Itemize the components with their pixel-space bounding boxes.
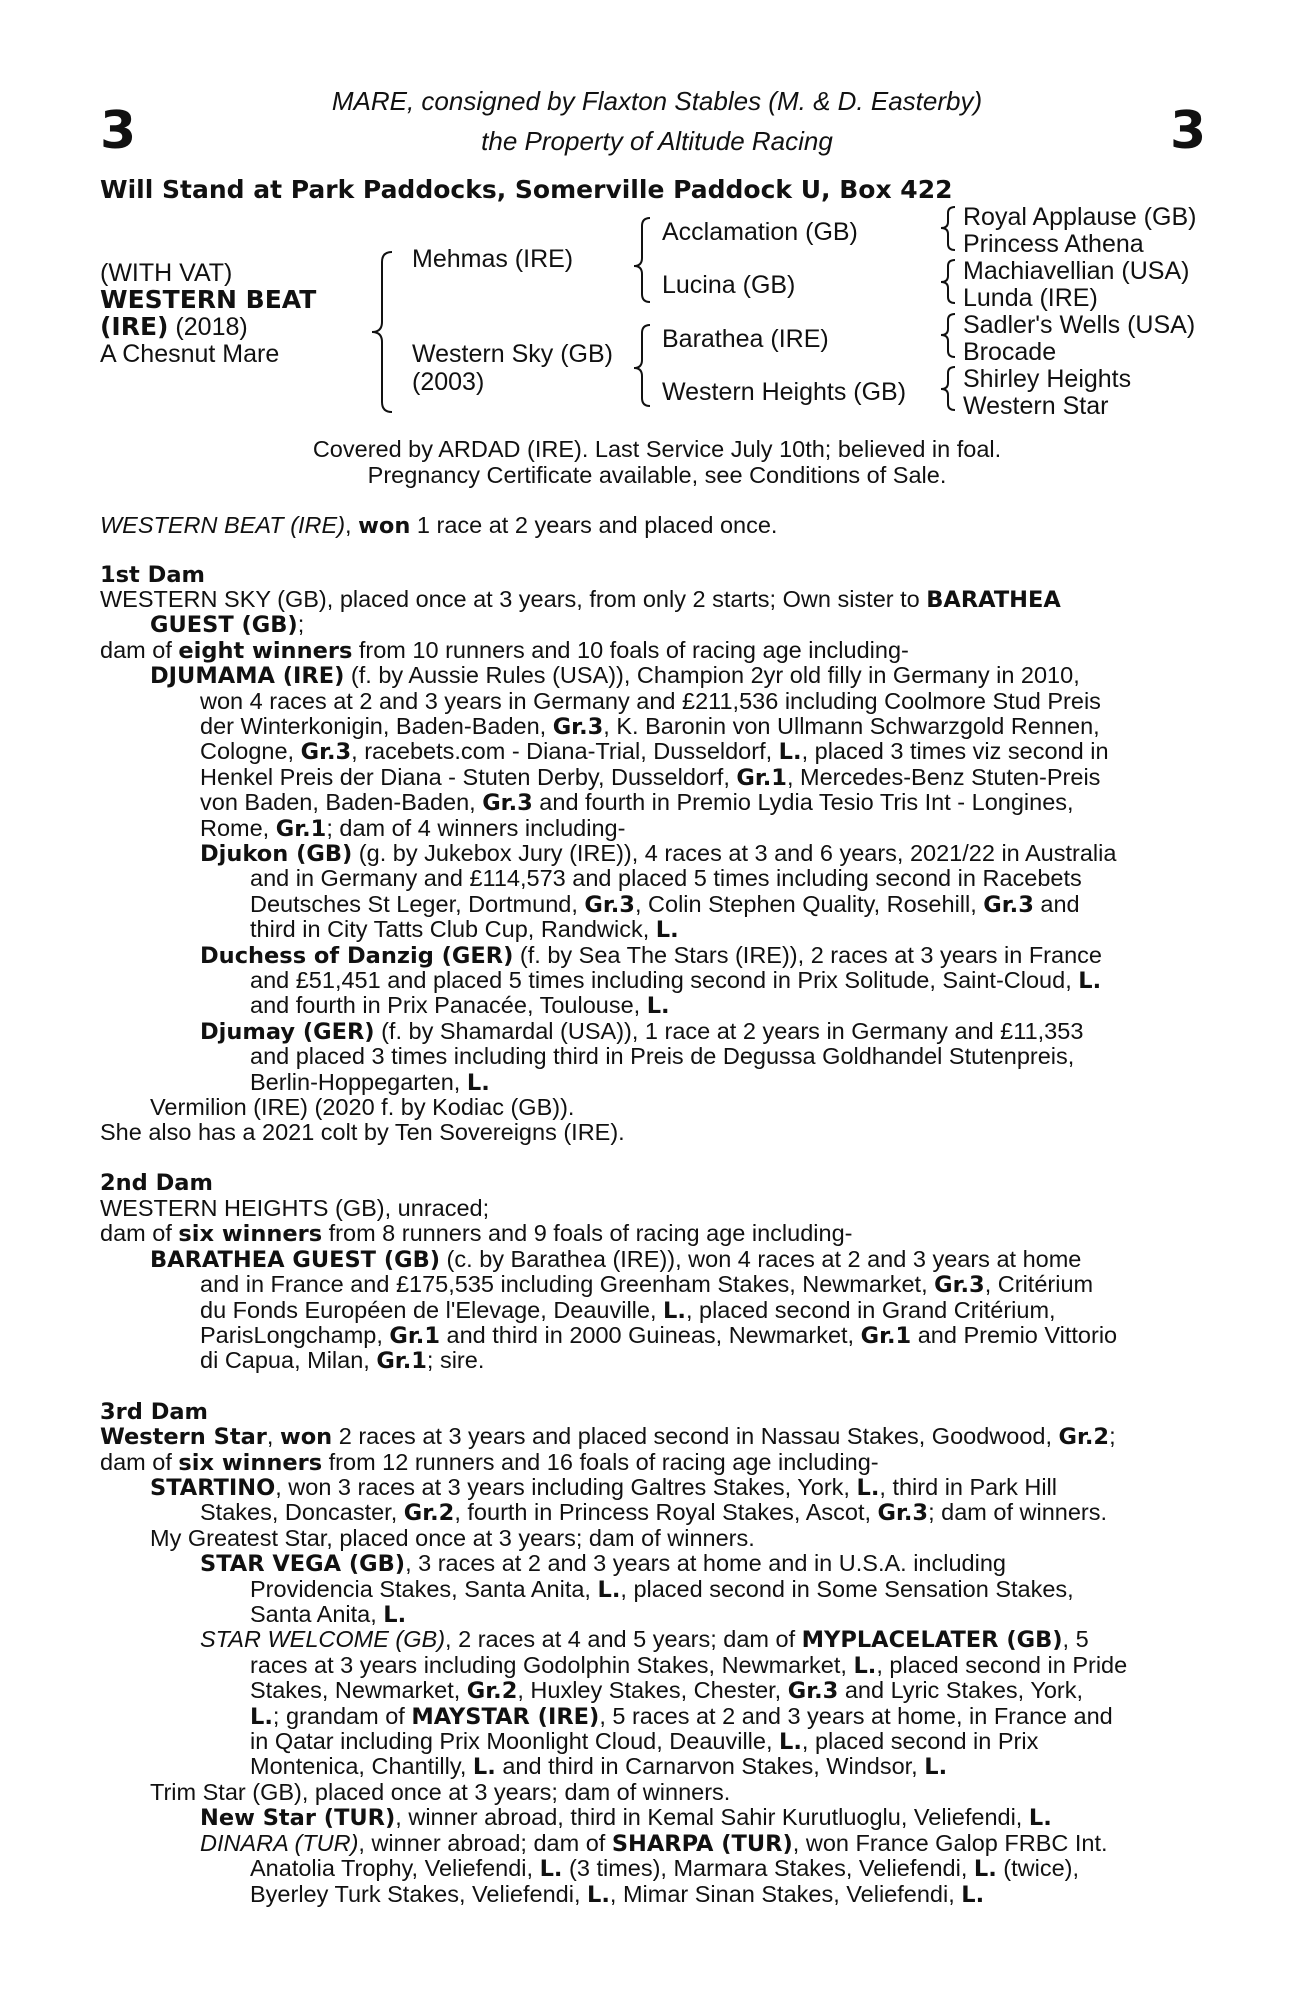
text-run: L. xyxy=(383,1602,407,1628)
text-run: Western Star xyxy=(100,1424,267,1450)
text-run: der Winterkonigin, Baden-Baden, xyxy=(200,713,553,739)
text-run: 1 race at 2 years and placed once. xyxy=(410,512,778,538)
sire: Mehmas (IRE) xyxy=(412,245,574,273)
progeny-entry xyxy=(200,841,1116,867)
text-run: and placed 3 times including third in Preis de Degussa Goldhandel Stutenpreis, xyxy=(250,1043,1075,1069)
text-run: , placed 3 times viz second in xyxy=(801,738,1109,764)
progeny-line xyxy=(200,689,1101,714)
pregnancy-notice: Pregnancy Certificate available, see Conditions of Sale. xyxy=(367,462,947,488)
text-run: won xyxy=(279,1424,333,1450)
text-run: and Lyric Stakes, York, xyxy=(838,1677,1084,1703)
text-run: MYPLACELATER (GB) xyxy=(801,1627,1063,1653)
text-run: third in City Tatts Club Cup, Randwick, xyxy=(250,916,656,942)
text-run: , fourth in Princess Royal Stakes, Ascot, xyxy=(454,1499,878,1525)
progeny-line xyxy=(200,714,1100,740)
text-run: and third in 2000 Guineas, Newmarket, xyxy=(439,1322,861,1348)
text-run: Gr.1 xyxy=(860,1323,912,1349)
text-run: Djumay (GER) xyxy=(200,1019,375,1045)
text-run: from 10 runners and 10 foals of racing age including- xyxy=(352,637,909,663)
text-run: , 5 xyxy=(1062,1626,1089,1652)
progeny-entry: Vermilion (IRE) (2020 f. by Kodiac (GB)). xyxy=(150,1094,575,1120)
text-run: STAR WELCOME (GB) xyxy=(200,1626,446,1652)
text-run: (f. by Shamardal (USA)), 1 race at 2 years in Germany and £11,353 xyxy=(374,1018,1084,1044)
text-run: L. xyxy=(1078,968,1102,994)
text-run: Gr.2 xyxy=(1058,1424,1110,1450)
text-run: L. xyxy=(587,1882,610,1908)
text-run: Stakes, Doncaster, xyxy=(200,1499,404,1525)
progeny-line xyxy=(250,1882,984,1908)
text-run: L. xyxy=(778,739,802,765)
progeny-line xyxy=(250,1856,1079,1882)
text-run: , placed second in Some Sensation Stakes, xyxy=(620,1576,1074,1602)
progeny-entry xyxy=(200,1805,1052,1831)
progeny-line xyxy=(200,1272,1093,1298)
progeny-entry xyxy=(200,1019,1083,1045)
text-run: Duchess of Danzig (GER) xyxy=(200,943,514,969)
progeny-line xyxy=(250,1729,1038,1755)
progeny-entry xyxy=(200,1831,1108,1857)
text-run: ParisLongchamp, xyxy=(200,1322,390,1348)
text-run: in Qatar including Prix Moonlight Cloud, Deauville, xyxy=(250,1728,780,1754)
text-run: from 8 runners and 9 foals of racing age including- xyxy=(322,1220,853,1246)
text-run: Gr.3 xyxy=(934,1272,985,1298)
text-run: STAR VEGA (GB) xyxy=(200,1551,406,1577)
progeny-entry: She also has a 2021 colt by Ten Sovereigns (IRE). xyxy=(100,1119,625,1145)
ancestor: Sadler's Wells (USA) xyxy=(963,311,1196,339)
text-run: Santa Anita, xyxy=(250,1601,384,1627)
progeny-line xyxy=(250,1044,1074,1069)
text-run: WESTERN BEAT (IRE) xyxy=(100,512,346,538)
text-run: Gr.2 xyxy=(403,1500,455,1526)
progeny-entry xyxy=(150,1247,1081,1273)
text-run: and fourth in Prix Panacée, Toulouse, xyxy=(250,992,647,1018)
text-run: L. xyxy=(539,1856,563,1882)
text-run: and in France and £175,535 including Greenham Stakes, Newmarket, xyxy=(200,1271,935,1297)
text-run: , Huxley Stakes, Chester, xyxy=(517,1677,788,1703)
text-run: (f. by Aussie Rules (USA)), Champion 2yr old filly in Germany in 2010, xyxy=(344,662,1080,688)
text-run: won 4 races at 2 and 3 years in Germany and £211,536 including Coolmore Stud Preis xyxy=(200,688,1101,714)
ancestor: Princess Athena xyxy=(963,230,1144,258)
vat-label: (WITH VAT) xyxy=(100,259,233,287)
covered-notice: Covered by ARDAD (IRE). Last Service July 10th; believed in foal. xyxy=(312,436,1002,462)
text-run: Gr.1 xyxy=(736,765,787,791)
race-summary: WESTERN BEAT (IRE), won 1 race at 2 years and placed once. xyxy=(100,512,778,539)
text-run: GUEST (GB) xyxy=(150,612,298,638)
text-run: , Mimar Sinan Stakes, Veliefendi, xyxy=(609,1881,962,1907)
text-run: Djukon (GB) xyxy=(200,841,353,867)
third-dam-heading xyxy=(100,1399,208,1425)
text-run: six winners xyxy=(178,1221,323,1247)
second-dam-line: WESTERN HEIGHTS (GB), unraced; xyxy=(100,1195,490,1221)
text-run: Gr.3 xyxy=(300,739,352,765)
text-run: and third in Carnarvon Stakes, Windsor, xyxy=(495,1753,925,1779)
progeny-entry xyxy=(150,663,1080,689)
text-run: BARATHEA xyxy=(926,587,1061,613)
text-run: Gr.3 xyxy=(482,790,533,816)
progeny-line xyxy=(200,816,625,842)
text-run: , 5 races at 2 and 3 years at home, in France and xyxy=(599,1703,1113,1729)
text-run: and in Germany and £114,573 and placed 5 times including second in Racebets xyxy=(250,865,1082,891)
ancestor: Brocade xyxy=(963,338,1057,366)
text-run: L. xyxy=(597,1577,621,1603)
text-run: , third in Park Hill xyxy=(879,1474,1057,1500)
text-run: Gr.3 xyxy=(552,714,604,740)
text-run: L. xyxy=(779,1729,802,1755)
ancestor: Shirley Heights xyxy=(963,365,1132,393)
progeny-line xyxy=(250,1577,1074,1603)
progeny-entry: Trim Star (GB), placed once at 3 years; dam of winners. xyxy=(150,1779,731,1805)
text-run: Cologne, xyxy=(200,738,301,764)
text-run: Henkel Preis der Diana - Stuten Derby, Dusseldorf, xyxy=(200,764,737,790)
text-run: L. xyxy=(973,1856,997,1882)
text-run: , xyxy=(266,1423,280,1449)
dam-sire: Barathea (IRE) xyxy=(662,325,829,353)
text-run: , placed second in Grand Critérium, xyxy=(685,1297,1056,1323)
progeny-line xyxy=(200,1298,1056,1324)
text-run: , placed second in Prix xyxy=(801,1728,1039,1754)
text-run: ; dam of winners. xyxy=(928,1499,1108,1525)
text-run: ; grandam of xyxy=(272,1703,412,1729)
text-run: Gr.3 xyxy=(787,1678,839,1704)
progeny-line xyxy=(250,917,679,943)
text-run: Deutsches St Leger, Dortmund, xyxy=(250,891,585,917)
text-run: , 2 races at 4 and 5 years; dam of xyxy=(445,1626,802,1652)
progeny-line xyxy=(200,790,1074,816)
first-dam-line xyxy=(150,612,304,638)
text-run: , K. Baronin von Ullmann Schwarzgold Rennen, xyxy=(603,713,1100,739)
text-run: von Baden, Baden-Baden, xyxy=(200,789,483,815)
property-line: the Property of Altitude Racing xyxy=(481,126,833,156)
text-run: MAYSTAR (IRE) xyxy=(411,1704,600,1730)
text-run: , 3 races at 2 and 3 years at home and in U.S.A. including xyxy=(405,1550,1006,1576)
text-run: SHARPA (TUR) xyxy=(611,1831,793,1857)
dam-dam: Western Heights (GB) xyxy=(662,378,907,406)
sire-sire: Acclamation (GB) xyxy=(662,218,858,246)
progeny-line xyxy=(200,739,1109,765)
text-run: eight winners xyxy=(178,638,353,664)
third-dam-line xyxy=(100,1450,879,1476)
text-run: Gr.3 xyxy=(584,892,635,918)
text-run: di Capua, Milan, xyxy=(200,1347,377,1373)
text-run: Gr.1 xyxy=(376,1348,427,1374)
lot-number-left: 3 xyxy=(100,101,137,161)
text-run: , racebets.com - Diana-Trial, Dusseldorf, xyxy=(351,738,779,764)
text-run: 3rd Dam xyxy=(100,1399,208,1425)
text-run: L. xyxy=(646,993,670,1019)
progeny-line xyxy=(250,1754,947,1780)
text-run: won xyxy=(358,513,411,539)
text-run: Byerley Turk Stakes, Veliefendi, xyxy=(250,1881,587,1907)
text-run: , Colin Stephen Quality, Rosehill, xyxy=(634,891,984,917)
text-run: Rome, xyxy=(200,815,276,841)
text-run: (twice), xyxy=(996,1855,1080,1881)
text-run: from 12 runners and 16 foals of racing age including- xyxy=(322,1449,879,1475)
ancestor: Machiavellian (USA) xyxy=(963,257,1190,285)
text-run: and £51,451 and placed 5 times including second in Prix Solitude, Saint-Cloud, xyxy=(250,967,1079,993)
text-run: ; dam of 4 winners including- xyxy=(326,815,626,841)
progeny-entry xyxy=(200,1551,1006,1577)
text-run: , winner abroad, third in Kemal Sahir Kurutluoglu, Veliefendi, xyxy=(395,1804,1029,1830)
ancestor: Royal Applause (GB) xyxy=(963,203,1197,231)
text-run: WESTERN SKY (GB), placed once at 3 years, from only 2 starts; Own sister to xyxy=(100,586,927,612)
text-run: DJUMAMA (IRE) xyxy=(150,663,345,689)
text-run: L. xyxy=(856,1475,880,1501)
text-run: L. xyxy=(250,1704,273,1730)
progeny-entry xyxy=(200,1627,1089,1653)
stand-location: Will Stand at Park Paddocks, Somerville Paddock U, Box 422 xyxy=(100,175,953,204)
text-run: , Mercedes-Benz Stuten-Preis xyxy=(786,764,1101,790)
horse-description: A Chesnut Mare xyxy=(100,340,280,368)
progeny-line xyxy=(200,765,1100,791)
text-run: , Critérium xyxy=(984,1271,1094,1297)
progeny-line xyxy=(250,1070,490,1096)
third-dam-line xyxy=(100,1424,1116,1450)
progeny-line xyxy=(250,1678,1083,1704)
text-run: dam of xyxy=(100,1449,179,1475)
text-run: DINARA (TUR) xyxy=(200,1830,359,1856)
text-run: and fourth in Premio Lydia Tesio Tris Int - Longines, xyxy=(532,789,1074,815)
progeny-line xyxy=(200,1500,1107,1526)
text-run: ; sire. xyxy=(426,1347,485,1373)
text-run: (g. by Jukebox Jury (IRE)), 4 races at 3 and 6 years, 2021/22 in Australia xyxy=(352,840,1117,866)
horse-name-line2: (IRE) xyxy=(100,312,169,341)
text-run: L. xyxy=(663,1298,686,1324)
horse-year: (2018) xyxy=(168,313,248,341)
progeny-line xyxy=(250,892,1080,918)
text-run: L. xyxy=(1028,1805,1052,1831)
text-run: New Star (TUR) xyxy=(200,1805,396,1831)
text-run: races at 3 years including Godolphin Stakes, Newmarket, xyxy=(250,1652,854,1678)
sire-dam: Lucina (GB) xyxy=(662,271,796,299)
text-run: (3 times), Marmara Stakes, Veliefendi, xyxy=(562,1855,974,1881)
text-run: Berlin-Hoppegarten, xyxy=(250,1069,467,1095)
progeny-line xyxy=(200,1323,1117,1349)
consignor-line: MARE, consigned by Flaxton Stables (M. & D. Easterby) xyxy=(331,86,983,116)
text-run: , won France Galop FRBC Int. xyxy=(792,1830,1108,1856)
first-dam-line xyxy=(100,587,1061,613)
text-run: Gr.1 xyxy=(389,1323,440,1349)
text-run: Gr.3 xyxy=(877,1500,929,1526)
text-run: Stakes, Newmarket, xyxy=(250,1677,467,1703)
text-run: L. xyxy=(924,1754,948,1780)
progeny-entry xyxy=(150,1475,1057,1501)
progeny-line xyxy=(250,1653,1127,1679)
text-run: BARATHEA GUEST (GB) xyxy=(150,1247,441,1273)
text-run: , placed second in Pride xyxy=(876,1652,1128,1678)
text-run: Gr.3 xyxy=(983,892,1034,918)
text-run: Anatolia Trophy, Veliefendi, xyxy=(250,1855,540,1881)
progeny-line xyxy=(250,968,1101,994)
dam-year: (2003) xyxy=(412,368,485,396)
first-dam-heading xyxy=(100,562,205,588)
text-run: du Fonds Européen de l'Elevage, Deauville, xyxy=(200,1297,664,1323)
text-run: Providencia Stakes, Santa Anita, xyxy=(250,1576,598,1602)
text-run: 2 races at 3 years and placed second in Nassau Stakes, Goodwood, xyxy=(332,1423,1059,1449)
text-run: six winners xyxy=(178,1450,323,1476)
text-run: L. xyxy=(472,1754,496,1780)
text-run: (c. by Barathea (IRE)), won 4 races at 2 and 3 years at home xyxy=(440,1246,1082,1272)
text-run: dam of xyxy=(100,1220,179,1246)
progeny-entry xyxy=(200,943,1102,969)
text-run: L. xyxy=(655,917,679,943)
progeny-line xyxy=(250,1602,406,1628)
horse-name-line1: WESTERN BEAT xyxy=(100,285,317,314)
text-run: L. xyxy=(466,1070,490,1096)
text-run: L. xyxy=(961,1882,985,1908)
ancestor: Western Star xyxy=(963,392,1109,420)
second-dam-line xyxy=(100,1221,852,1247)
text-run: and Premio Vittorio xyxy=(911,1322,1118,1348)
progeny-line xyxy=(200,1348,484,1374)
text-run: ; xyxy=(1109,1423,1116,1449)
dam: Western Sky (GB) xyxy=(412,340,613,368)
text-run: 1st Dam xyxy=(100,562,205,588)
progeny-line xyxy=(250,1704,1113,1730)
text-run: Gr.2 xyxy=(466,1678,518,1704)
second-dam-heading xyxy=(100,1170,213,1196)
ancestor: Lunda (IRE) xyxy=(963,284,1098,312)
text-run: Gr.1 xyxy=(275,816,327,842)
text-run: ; xyxy=(297,611,305,637)
text-run: (f. by Sea The Stars (IRE)), 2 races at 3 years in France xyxy=(513,942,1102,968)
text-run: Montenica, Chantilly, xyxy=(250,1753,473,1779)
progeny-line xyxy=(250,993,670,1019)
text-run: , won 3 races at 3 years including Galtres Stakes, York, xyxy=(275,1474,857,1500)
first-dam-line xyxy=(100,638,909,664)
text-run: , winner abroad; dam of xyxy=(358,1830,612,1856)
text-run: and xyxy=(1033,891,1080,917)
text-run: dam of xyxy=(100,637,179,663)
progeny-entry: My Greatest Star, placed once at 3 years; dam of winners. xyxy=(150,1525,755,1551)
text-run: 2nd Dam xyxy=(100,1170,213,1196)
progeny-line xyxy=(250,866,1082,891)
lot-number-right: 3 xyxy=(1170,101,1207,161)
text-run: L. xyxy=(853,1653,877,1679)
text-run: STARTINO xyxy=(150,1475,276,1501)
